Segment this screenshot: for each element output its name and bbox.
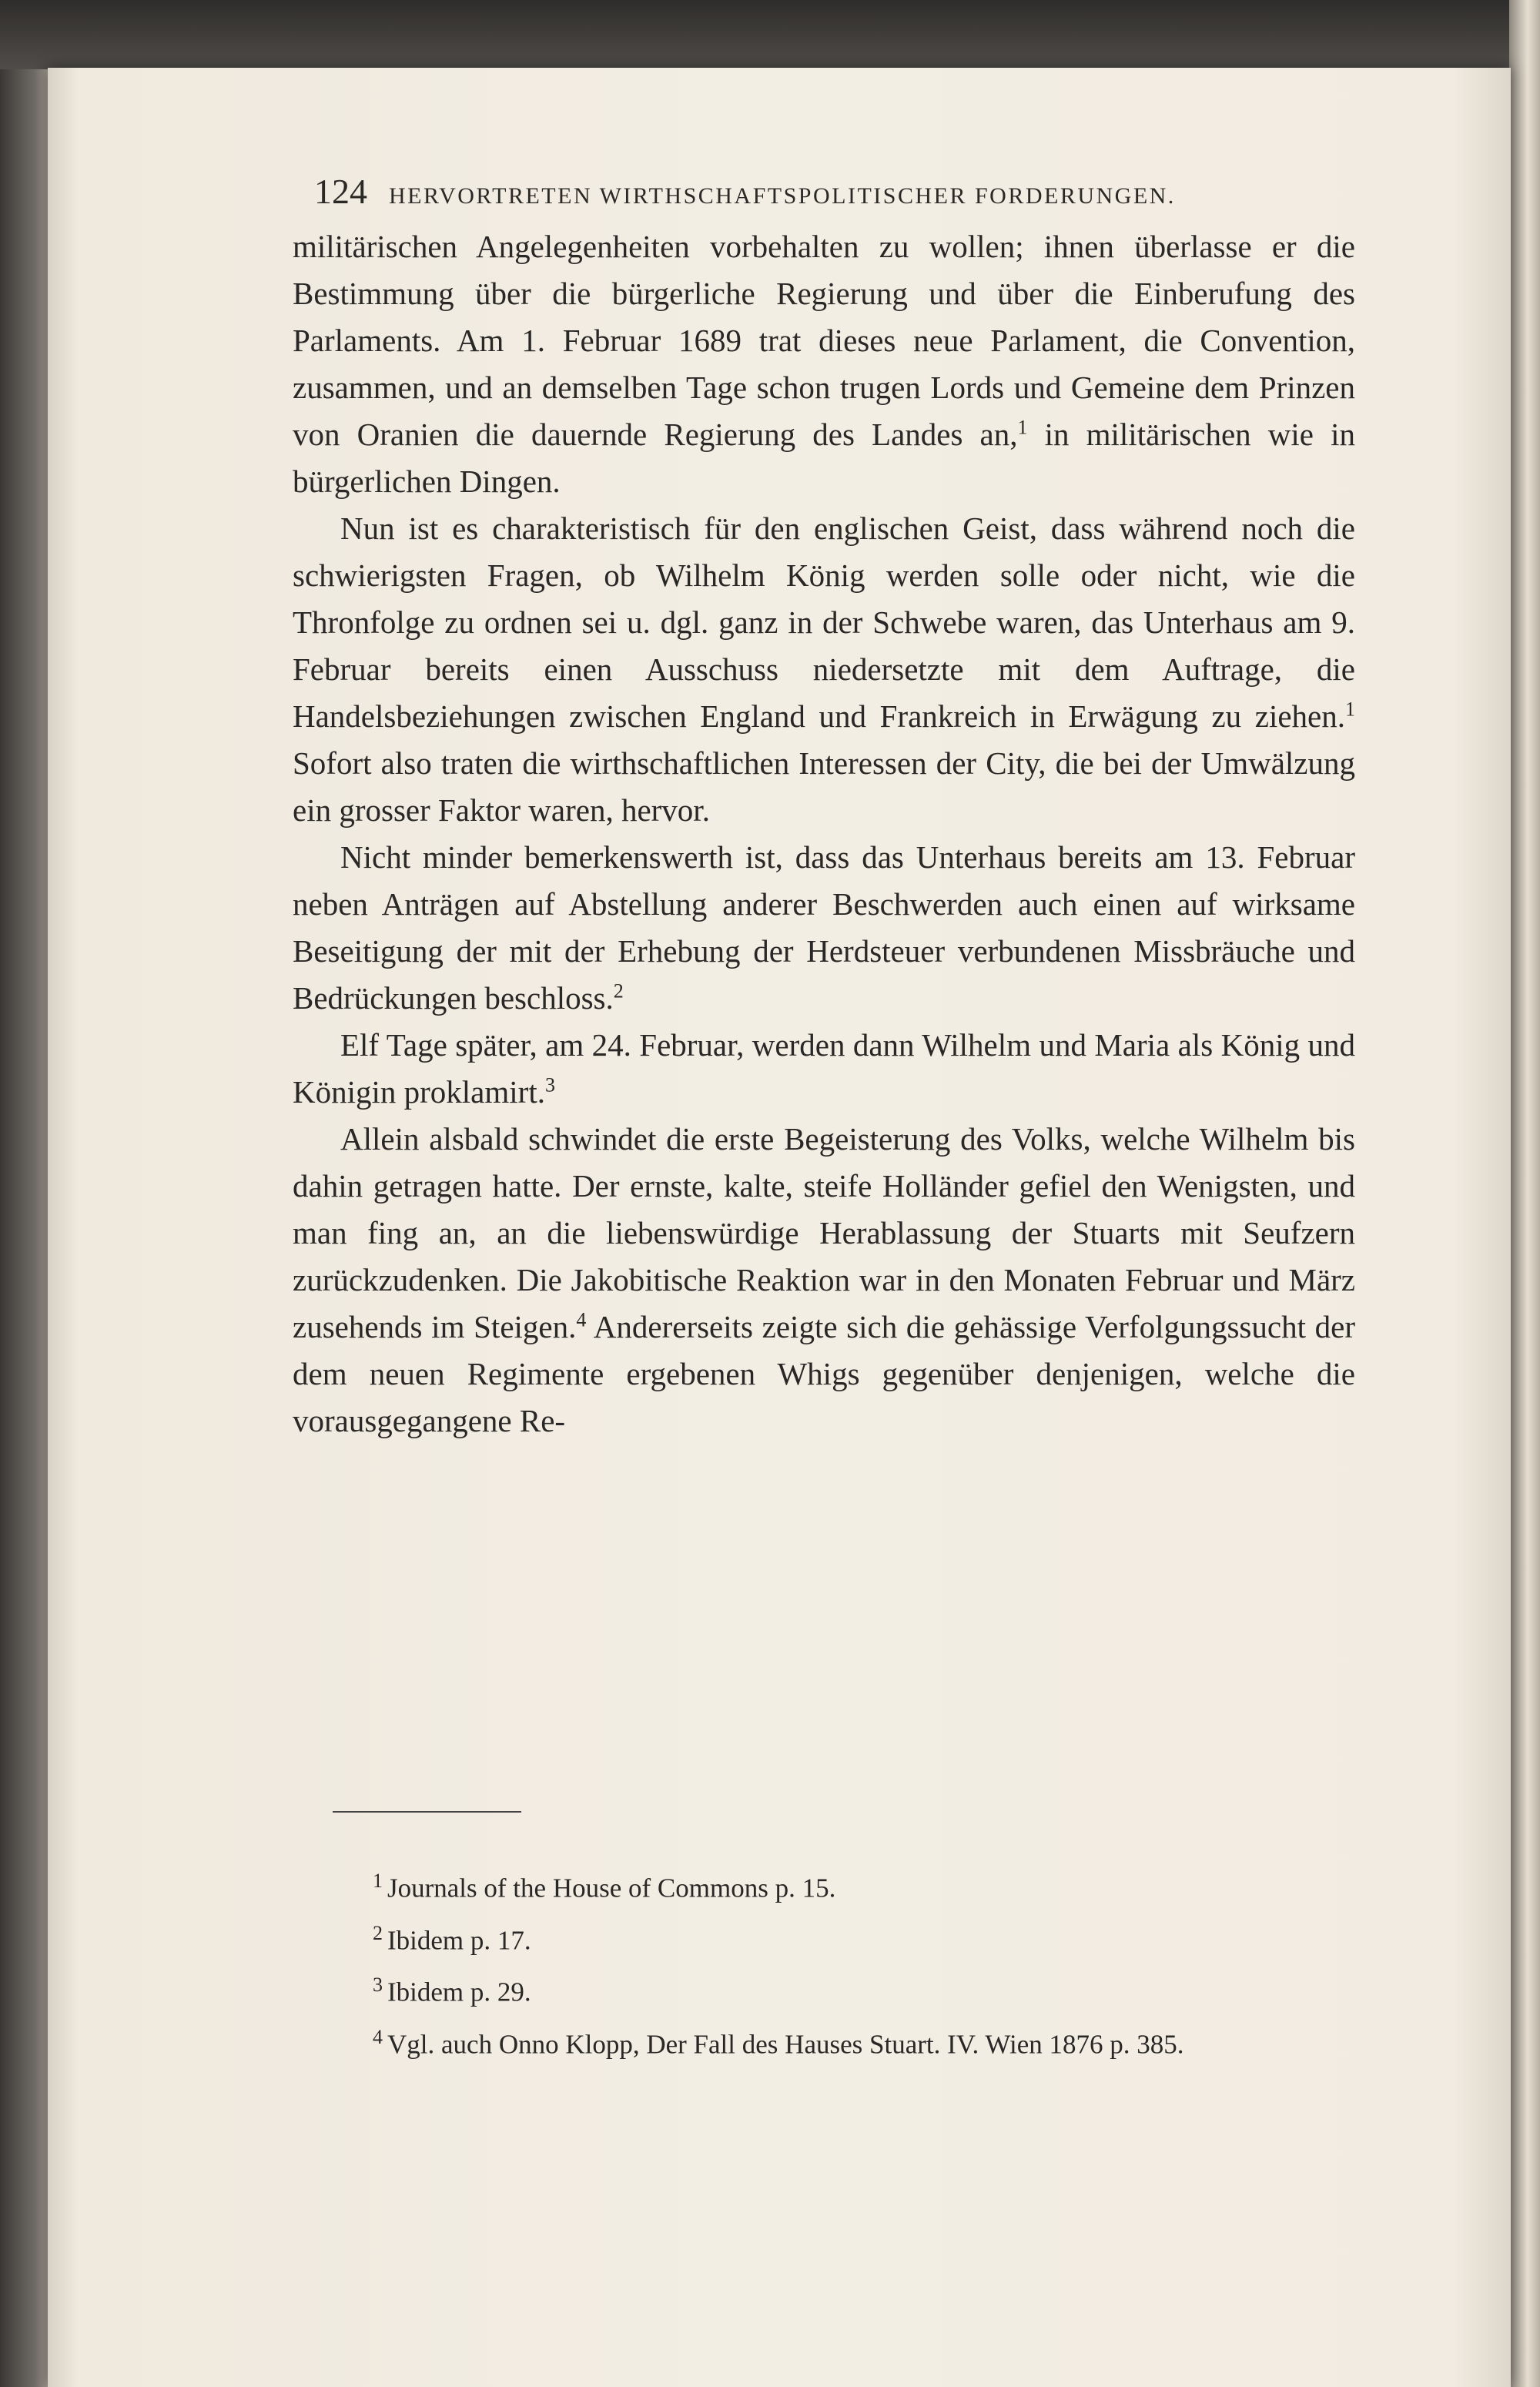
paragraph-4: [293, 1022, 1355, 1116]
footnote-text: Vgl. auch Onno Klopp, Der Fall des Hauses Stuart. IV. Wien 1876 p. 385.: [387, 2029, 1184, 2060]
paragraph-5: [293, 1116, 1355, 1445]
body-text: [293, 223, 1355, 1445]
paragraph-text: militärischen Angelegenheiten vorbehalten zu wollen; ihnen überlasse er die Bestimmung über die bürgerliche Regierung und über die Einberufung des Parlaments. Am 1. Februar 1689 trat dieses neue Parlament, die Convention, zusammen, und an demselben Tage schon trugen Lords und Gemeine dem Prinzen von Oranien die dauernde Regierung des Landes an,: [293, 229, 1355, 452]
footnote-1: [333, 1862, 1334, 1908]
footnote-4: [333, 2018, 1334, 2064]
paragraph-3: [293, 834, 1355, 1022]
footnote-reference: 1: [1017, 416, 1028, 439]
footnote-3: [333, 1966, 1334, 2012]
paragraph-text: in militärischen wie in bürgerlichen Dingen.: [293, 417, 1356, 499]
footnote-text: Journals of the House of Commons p. 15.: [387, 1873, 836, 1903]
footnote-divider: [333, 1811, 521, 1813]
running-head: [314, 171, 1346, 217]
footnote-reference: 1: [1345, 698, 1355, 721]
scan-background-top: [0, 0, 1540, 73]
footnote-reference: 4: [576, 1308, 587, 1331]
footnote-text: Ibidem p. 29.: [387, 1977, 531, 2007]
footnote-text: Ibidem p. 17.: [387, 1925, 531, 1956]
paragraph-text: Allein alsbald schwindet die erste Begeisterung des Volks, welche Wilhelm bis dahin getragen hatte. Der ernste, kalte, steife Holländer gefiel den Wenigsten, und man fing an, an die liebenswürdige Herablassung der Stuarts mit Seufzern zurückzudenken. Die Jakobitische Reaktion war in den Monaten Februar und März zusehends im Steigen.: [293, 1121, 1355, 1344]
paragraph-text: Andererseits zeigte sich die gehässige Verfolgungssucht der dem neuen Regimente ergebenen Whigs gegenüber denjenigen, welche die vorausgegangene Re-: [293, 1309, 1355, 1438]
footnote-reference: 3: [544, 1073, 555, 1096]
paragraph-text: Sofort also traten die wirthschaftlichen Interessen der City, die bei der Umwälzung ein grosser Faktor waren, hervor.: [293, 745, 1355, 828]
paragraph-1: [293, 223, 1355, 505]
paragraph-2: [293, 505, 1355, 834]
running-head-title: HERVORTRETEN WIRTHSCHAFTSPOLITISCHER FORDERUNGEN.: [389, 183, 1176, 209]
footnote-number: 3: [373, 1974, 383, 1997]
footnote-reference: 2: [613, 979, 624, 1003]
paragraph-text: Nicht minder bemerkenswerth ist, dass das Unterhaus bereits am 13. Februar neben Anträgen auf Abstellung anderer Beschwerden auch einen auf wirksame Beseitigung der mit der Erhebung der Herdsteuer verbundenen Missbräuche und Bedrückungen beschloss.: [293, 839, 1355, 1016]
scan-book-edge-right: [1509, 0, 1540, 2387]
footnote-number: 1: [373, 1870, 383, 1892]
footnote-number: 2: [373, 1921, 383, 1944]
footnote-number: 4: [373, 2025, 383, 2048]
footnote-2: [333, 1914, 1334, 1960]
page-number: 124: [314, 172, 367, 211]
paragraph-text: Nun ist es charakteristisch für den englischen Geist, dass während noch die schwierigsten Fragen, ob Wilhelm König werden solle oder nicht, wie die Thronfolge zu ordnen sei u. dgl. ganz in der Schwebe waren, das Unterhaus am 9. Februar bereits einen Ausschuss niedersetzte mit dem Auftrage, die Handelsbeziehungen zwischen England und Frankreich in Erwägung zu ziehen.: [293, 511, 1355, 734]
paragraph-text: Elf Tage später, am 24. Februar, werden dann Wilhelm und Maria als König und Königin proklamirt.: [293, 1027, 1355, 1110]
footnotes: [333, 1862, 1334, 2071]
